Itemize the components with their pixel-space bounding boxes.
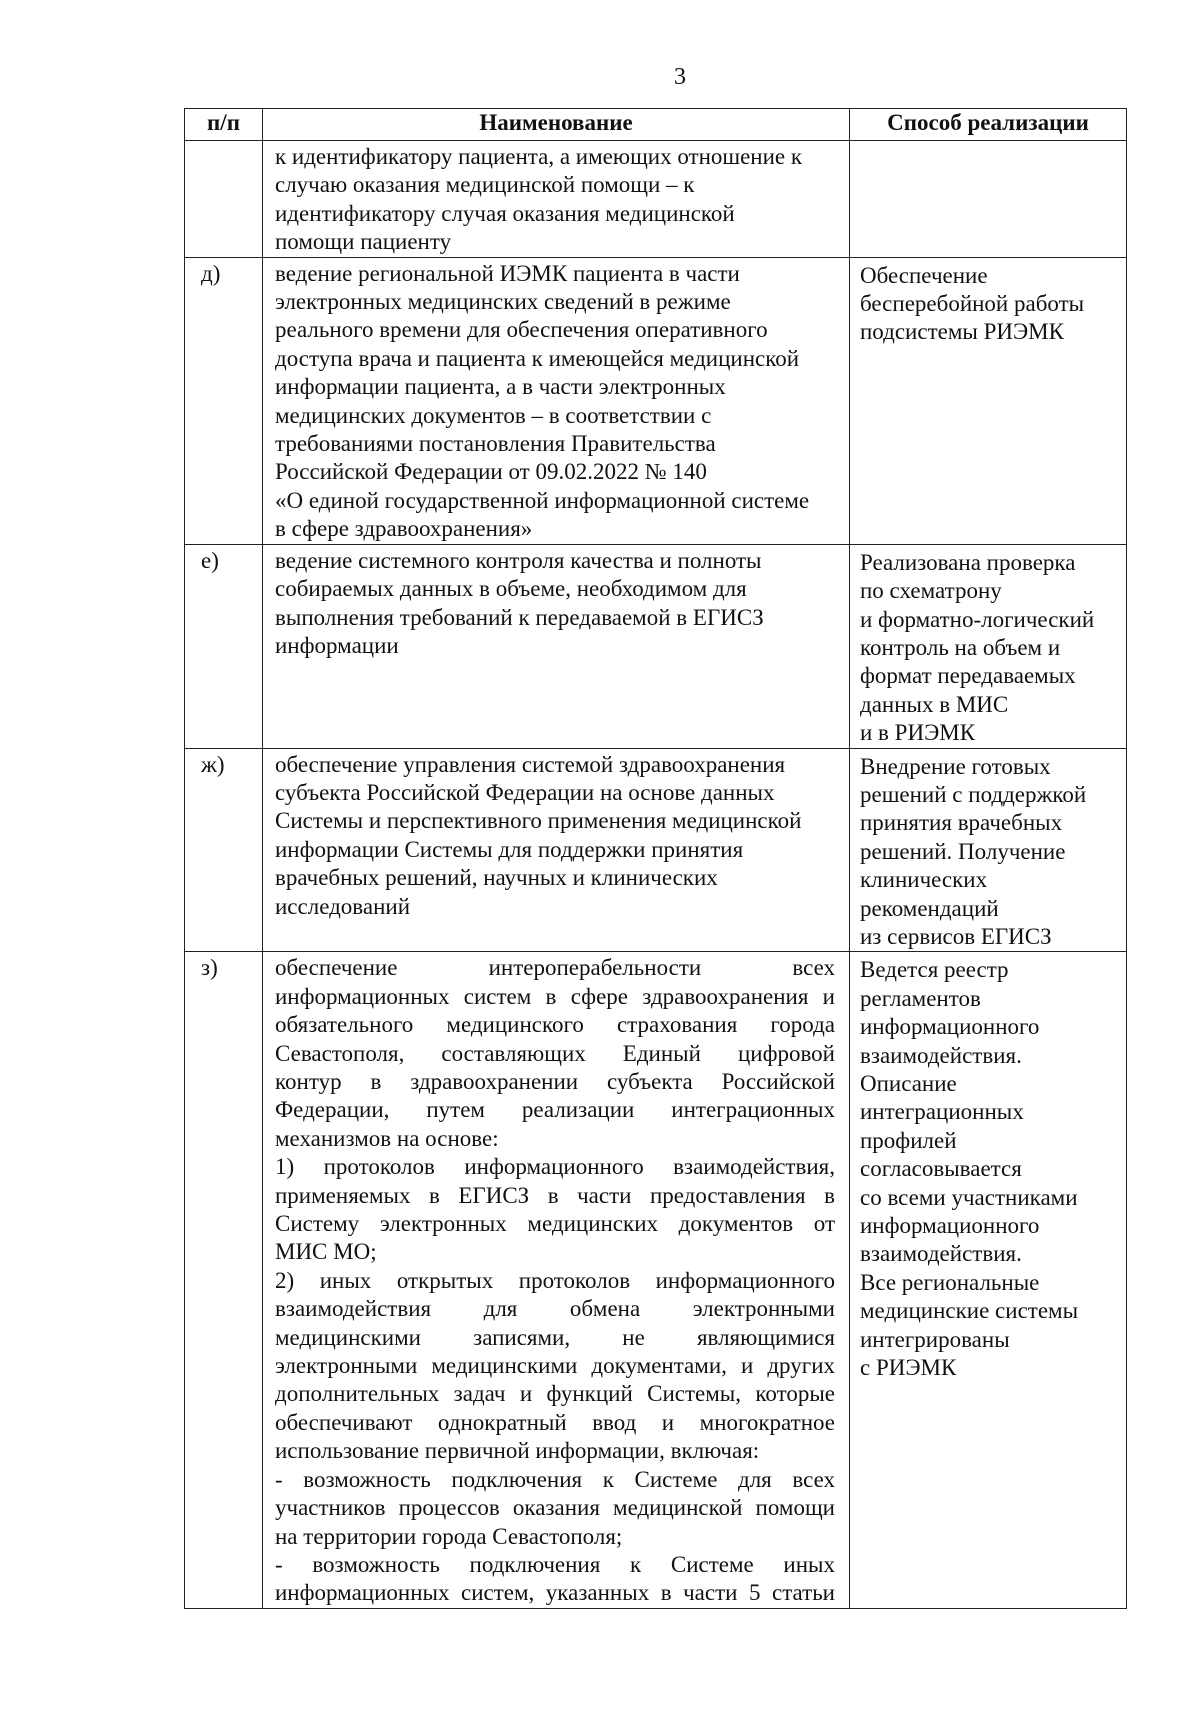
text-line: обязательного медицинского страхования города [275,1012,835,1038]
page-number: 3 [674,64,686,90]
text-line: согласовывается [860,1156,1022,1182]
text-line: взаимодействия для обмена электронными [275,1296,835,1322]
text-line: информационного [860,1014,1040,1040]
text-line: механизмов на основе: [275,1125,499,1151]
text-line: информационных систем, указанных в части 5 статьи [275,1580,835,1606]
text-line: Системы и перспективного применения медицинской [275,808,802,834]
text-line: Севастополя, составляющих Единый цифровой [275,1040,835,1066]
text-line: Ведется реестр [860,957,1009,983]
text-line: Реализована проверка [860,549,1076,575]
text-line: данных в МИС [860,691,1009,717]
text-line: профилей [860,1127,957,1153]
text-line: интегрированы [860,1326,1010,1352]
table-row [185,544,1127,748]
text-line: выполнения требований к передаваемой в ЕГИСЗ [275,604,764,630]
row-method [850,544,1127,748]
text-line: применяемых в ЕГИСЗ в части предоставления в [275,1182,835,1208]
text-line: исследований [275,893,411,919]
row-method [850,257,1127,544]
text-line: Российской Федерации от 09.02.2022 № 140 [275,459,707,485]
text-line: информационного [860,1213,1040,1239]
text-line: контур в здравоохранении субъекта Российской [275,1069,835,1094]
table-header-row [185,109,1127,141]
text-line: взаимодействия. [860,1042,1022,1068]
table-row [185,748,1127,952]
text-line: идентификатору случая оказания медицинской [275,200,735,226]
text-line: ведение системного контроля качества и полноты [275,547,762,573]
text-line: медицинских документов – в соответствии с [275,402,712,428]
text-line: ведение региональной ИЭМК пациента в части [275,260,740,286]
text-line: решений с поддержкой [860,781,1087,807]
row-number: д) [185,257,263,544]
header-method: Способ реализации [850,109,1127,141]
row-number: е) [185,544,263,748]
text-line: информации [275,632,399,658]
text-line: с РИЭМК [860,1355,957,1381]
text-line: требованиями постановления Правительства [275,431,716,457]
header-num: п/п [185,109,263,141]
text-line: из сервисов ЕГИСЗ [860,923,1052,949]
row-name [263,952,850,1608]
text-line: интеграционных [860,1099,1024,1125]
text-line: участников процессов оказания медицинской помощи [275,1495,835,1521]
text-line: обеспечение интероперабельности всех [275,955,835,981]
text-line: Обеспечение [860,262,988,288]
row-name [263,544,850,748]
text-line: врачебных решений, научных и клинических [275,865,718,891]
text-line: подсистемы РИЭМК [860,319,1064,345]
text-line: электронных медицинских сведений в режиме [275,289,731,315]
text-line: Систему электронных медицинских документов от [275,1211,835,1237]
text-line: по схематрону [860,578,1002,604]
text-line: Описание [860,1071,957,1096]
row-name [263,257,850,544]
text-line: принятия врачебных [860,810,1063,836]
text-line: контроль на объем и [860,634,1061,660]
text-line: в сфере здравоохранения» [275,516,533,542]
text-line: МИС МО; [275,1239,377,1265]
text-line: информации пациента, а в части электронных [275,374,726,400]
text-line: решений. Получение [860,838,1066,864]
text-line: - возможность подключения к Системе иных [275,1551,835,1577]
row-method [850,952,1127,1608]
text-line: информации Системы для поддержки принятия [275,836,744,862]
table-row [185,952,1127,1608]
text-line: рекомендаций [860,895,999,921]
text-line: взаимодействия. [860,1241,1022,1267]
text-line: информационных систем в сфере здравоохранения и [275,983,835,1009]
text-line: Федерации, путем реализации интеграционных [275,1097,835,1123]
text-line: и форматно-логический [860,606,1095,632]
row-number [185,141,263,258]
text-line: и в РИЭМК [860,720,976,746]
row-name [263,141,850,258]
row-method [850,141,1127,258]
text-line: электронными медицинскими документами, и других [275,1353,835,1379]
text-line: бесперебойной работы [860,291,1085,317]
text-line: медицинские системы [860,1298,1079,1324]
text-line: со всеми участниками [860,1184,1078,1210]
row-number: ж) [185,748,263,952]
requirements-table [184,108,1127,1609]
text-line: клинических [860,867,988,893]
text-line: формат передаваемых [860,663,1076,689]
table-row [185,257,1127,544]
text-line: обеспечение управления системой здравоохранения [275,751,786,777]
text-line: Внедрение готовых [860,753,1051,779]
text-line: к идентификатору пациента, а имеющих отношение к [275,144,803,169]
text-line: - возможность подключения к Системе для всех [275,1466,835,1492]
row-method [850,748,1127,952]
text-line: «О единой государственной информационной системе [275,487,810,513]
row-number: з) [185,952,263,1608]
text-line: субъекта Российской Федерации на основе данных [275,779,775,805]
text-line: помощи пациенту [275,229,452,255]
table-row [185,141,1127,258]
text-line: доступа врача и пациента к имеющейся медицинской [275,345,800,371]
text-line: 1) протоколов информационного взаимодействия, [275,1154,835,1180]
text-line: обеспечивают однократный ввод и многократное [275,1409,835,1435]
text-line: на территории города Севастополя; [275,1523,623,1549]
header-name: Наименование [263,109,850,141]
text-line: случаю оказания медицинской помощи – к [275,172,695,198]
text-line: регламентов [860,985,981,1011]
text-line: использование первичной информации, включая: [275,1438,760,1464]
text-line: собираемых данных в объеме, необходимом для [275,576,747,602]
row-name [263,748,850,952]
text-line: Все региональные [860,1269,1040,1295]
text-line: 2) иных открытых протоколов информационного [275,1267,835,1293]
text-line: медицинскими записями, не являющимися [275,1324,835,1350]
text-line: реального времени для обеспечения оперативного [275,317,768,343]
text-line: дополнительных задач и функций Системы, которые [275,1381,835,1407]
